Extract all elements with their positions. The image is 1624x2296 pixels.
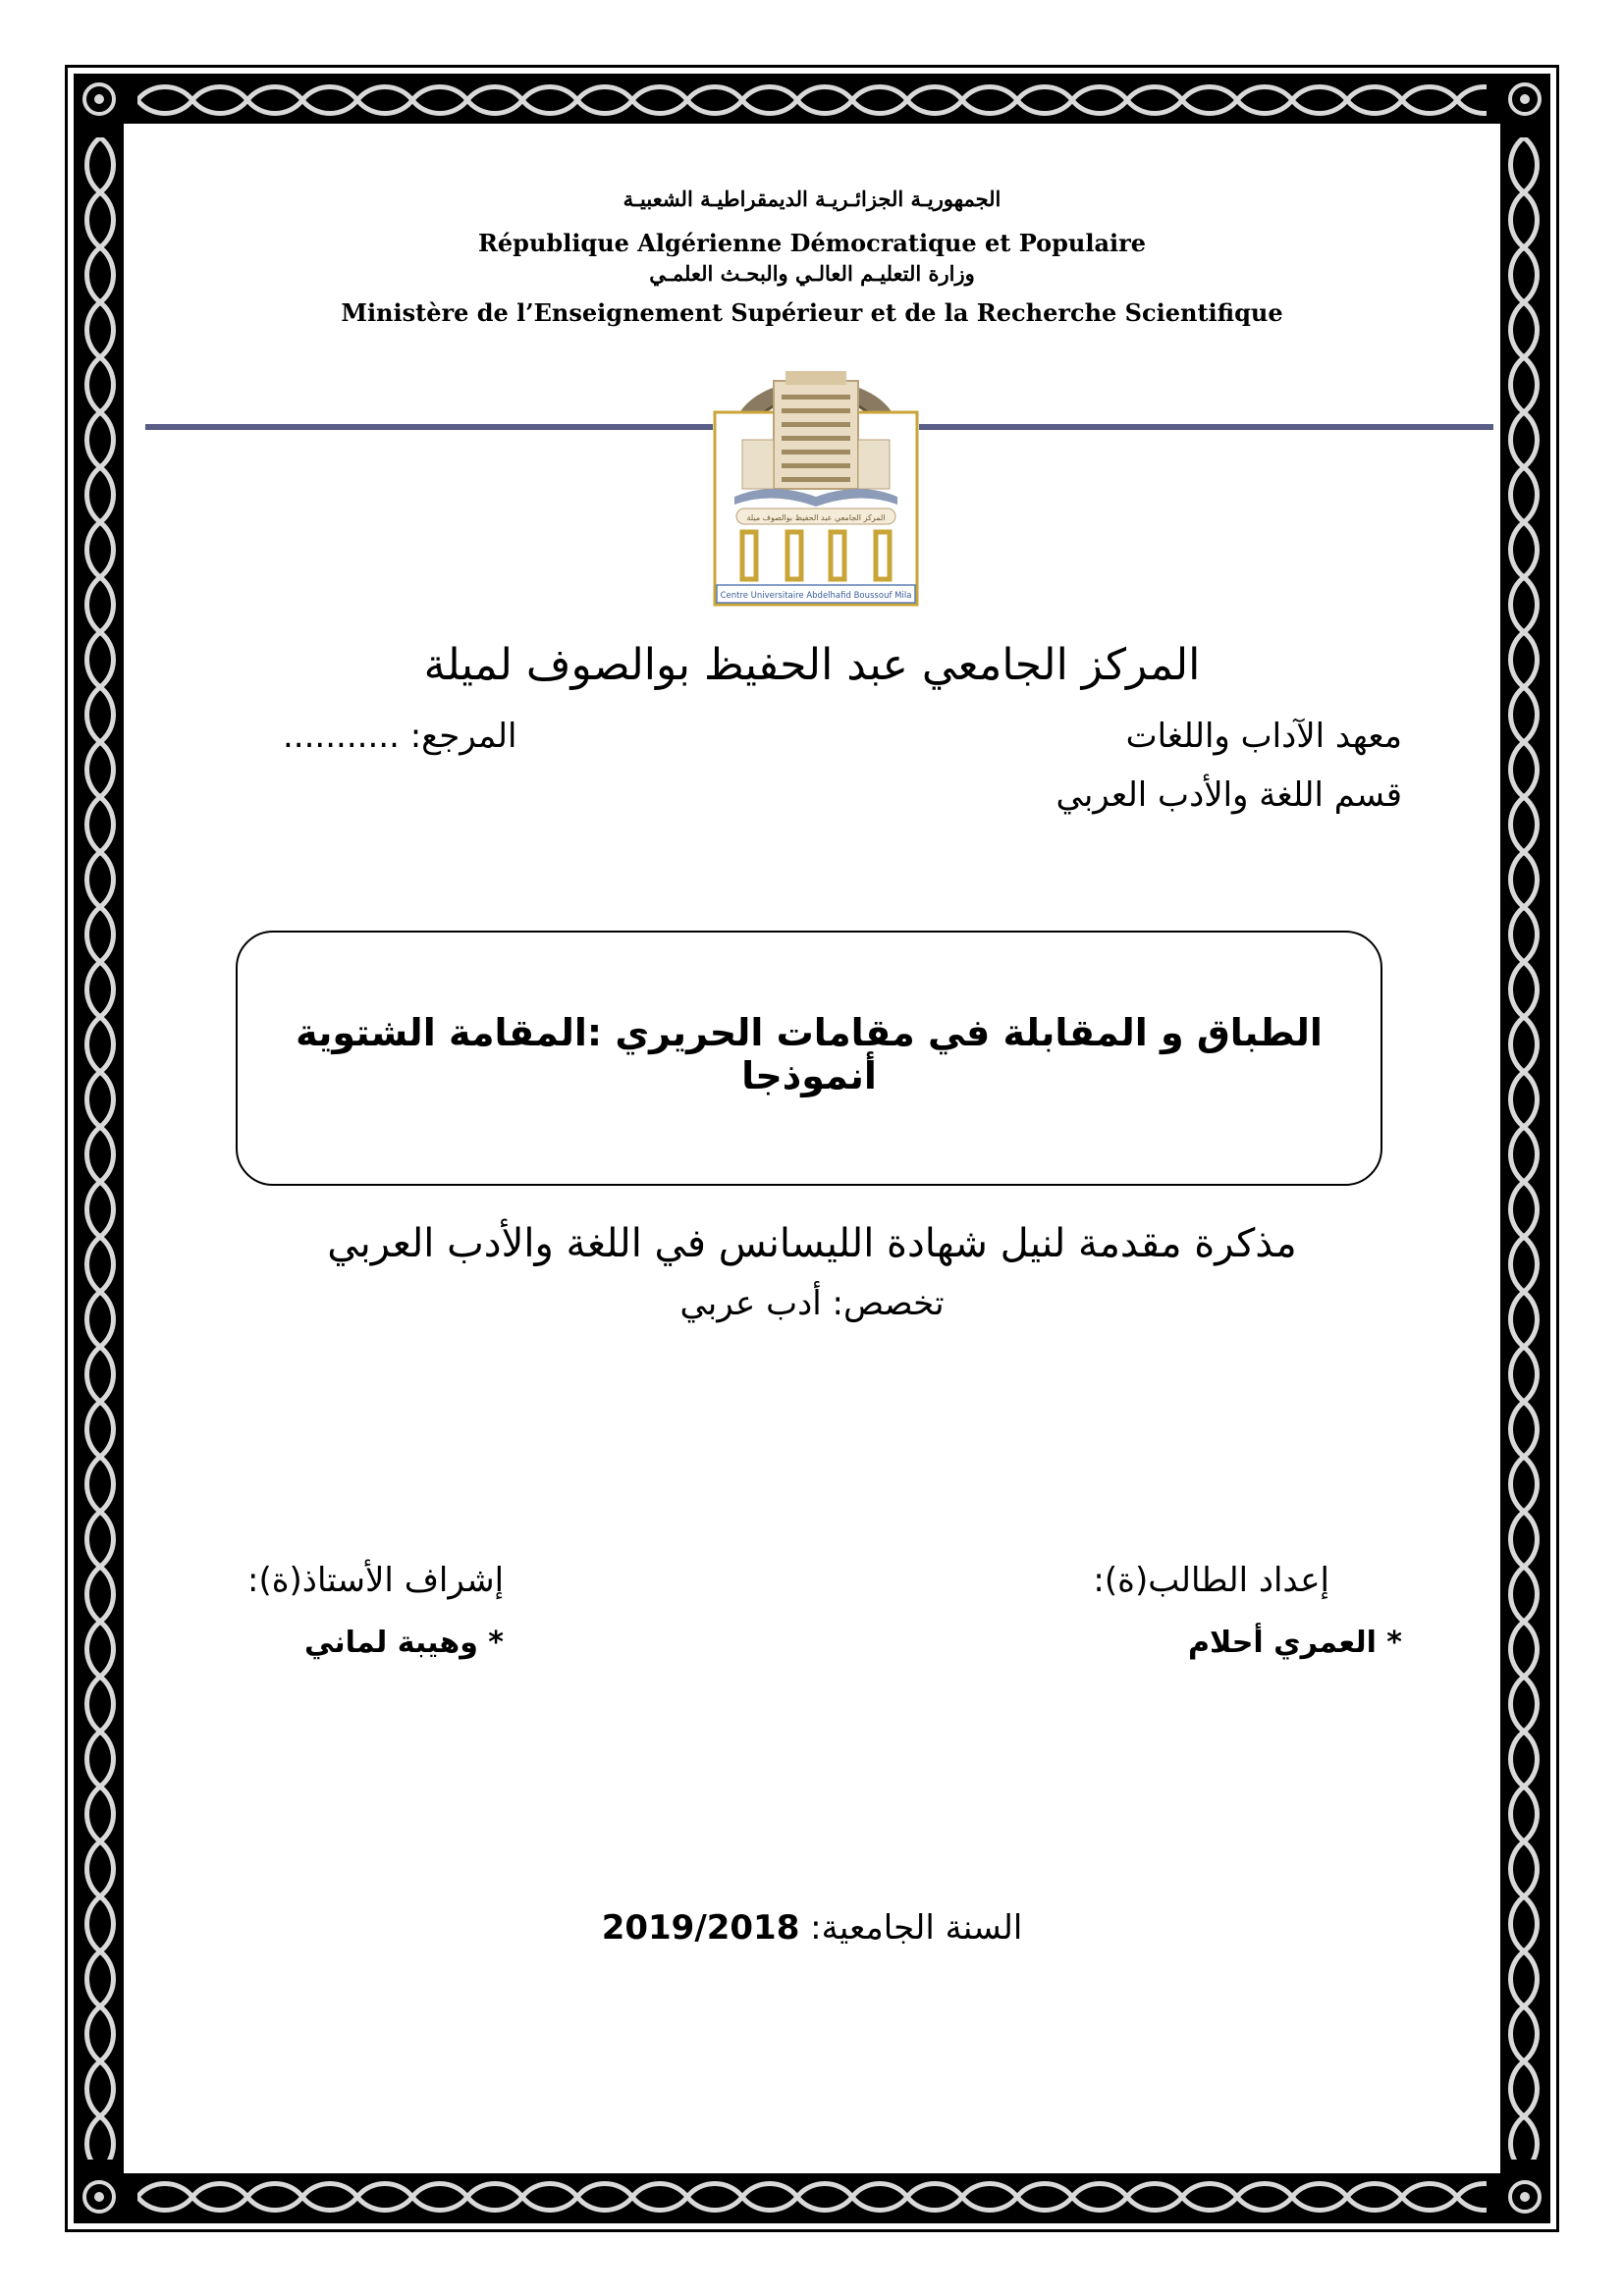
republic-arabic: الجمهوريـة الجزائـريـة الديمقراطيـة الشعبيـة [623, 187, 1001, 211]
memo-description: مذكرة مقدمة لنيل شهادة الليسانس في اللغة والأدب العربي [327, 1221, 1297, 1266]
ministry-arabic: وزارة التعليـم العالـي والبحـث العلمـي [649, 261, 975, 286]
corner-ornament-icon [1502, 77, 1547, 122]
republic-french: République Algérienne Démocratique et Populaire [477, 229, 1147, 257]
institute-name: معهد الآداب واللغات [1125, 717, 1402, 756]
ministry-french: Ministère de l’Enseignement Supérieur et de la Recherche Scientifique [341, 298, 1283, 327]
university-building-logo [713, 322, 919, 607]
student-name: * العمري أحلام [1188, 1626, 1402, 1660]
university-center-name: المركز الجامعي عبد الحفيظ بوالصوف لميلة [423, 640, 1201, 690]
border-chain-bottom [137, 2175, 1487, 2218]
logo-caption-arabic: المركز الجامعي عبد الحفيظ بوالصوف ميلة [746, 513, 886, 522]
academic-year-value: 2019/2018 [601, 1908, 800, 1948]
thesis-title: الطباق و المقابلة في مقامات الحريري :المقامة الشتوية أنموذجا [296, 1011, 1323, 1097]
border-chain-right [1502, 137, 1545, 2160]
reference-field: المرجع: ........... [283, 717, 517, 756]
logo-caption-french: Centre Universitaire Abdelhafid Boussouf Mila [720, 591, 912, 601]
border-chain-left [79, 137, 122, 2160]
thesis-title-box [236, 931, 1382, 1186]
header-rule-left [145, 424, 713, 430]
border-chain-top [137, 79, 1487, 122]
supervisor-label: إشراف الأستاذ(ة): [247, 1561, 505, 1600]
supervisor-name: * وهيبة لماني [304, 1626, 504, 1660]
corner-ornament-icon [1502, 2174, 1547, 2219]
department-name: قسم اللغة والأدب العربي [1056, 775, 1402, 815]
prepared-by-label: إعداد الطالب(ة): [1093, 1561, 1329, 1600]
specialty: تخصص: أدب عربي [679, 1284, 945, 1323]
academic-year-label: السنة الجامعية: [799, 1908, 1023, 1948]
corner-ornament-icon [77, 2174, 122, 2219]
header-rule-right [919, 424, 1493, 430]
academic-year [295, 1908, 1329, 1948]
corner-ornament-icon [77, 77, 122, 122]
